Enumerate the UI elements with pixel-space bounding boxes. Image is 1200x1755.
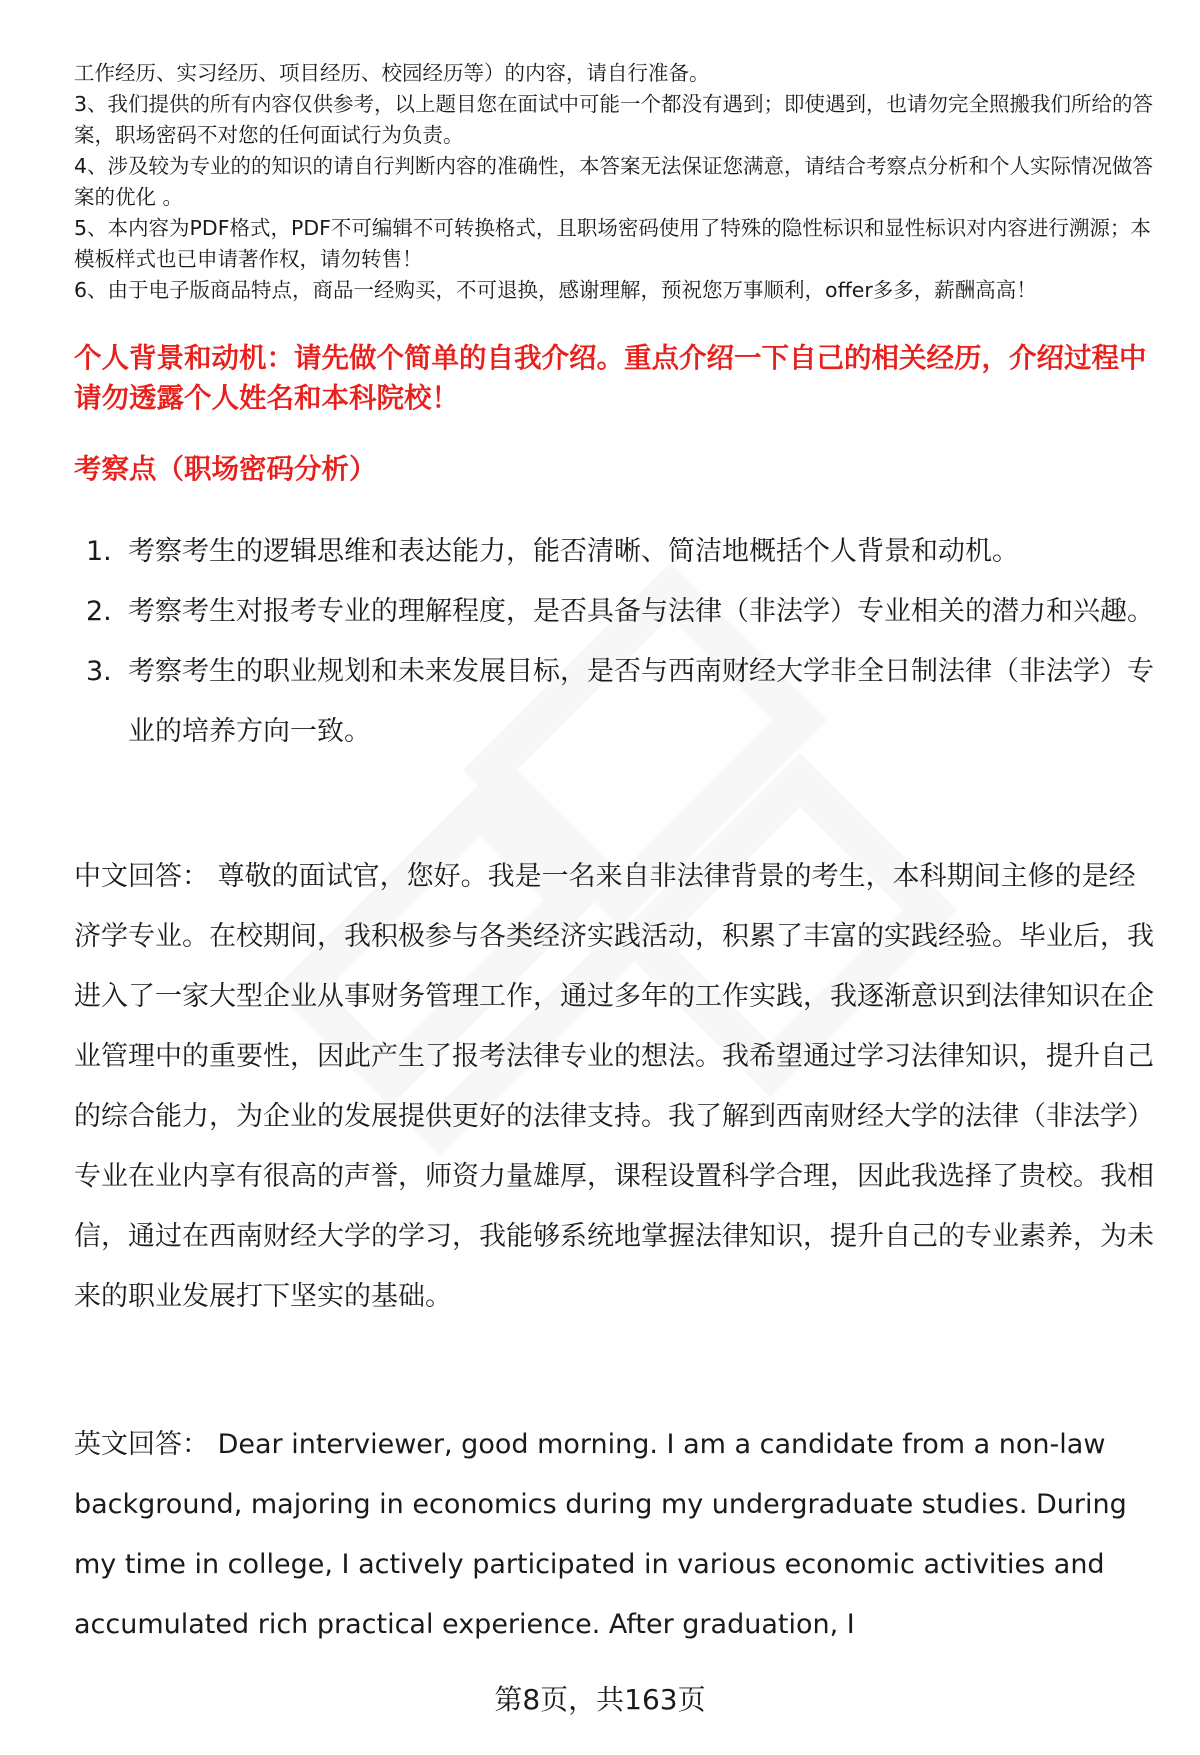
list-number: 1. xyxy=(86,536,112,567)
note-line: 4、涉及较为专业的的知识的请自行判断内容的准确性，本答案无法保证您满意，请结合考察点分析和个人实际情况做答案的优化 。 xyxy=(74,154,1154,209)
interview-question: 个人背景和动机：请先做个简单的自我介绍。重点介绍一下自己的相关经历，介绍过程中请勿透露个人姓名和本科院校！ xyxy=(74,342,1147,414)
note-line: 6、由于电子版商品特点，商品一经购买，不可退换，感谢理解，预祝您万事顺利，offer多多，薪酬高高！ xyxy=(74,278,1037,302)
analysis-list xyxy=(74,522,1154,762)
chinese-answer: 中文回答： 尊敬的面试官，您好。我是一名来自非法律背景的考生，本科期间主修的是经济学专业。在校期间，我积极参与各类经济实践活动，积累了丰富的实践经验。毕业后，我进入了一家大型企业从事财务管理工作，通过多年的工作实践，我逐渐意识到法律知识在企业管理中的重要性，因此产生了报考法律专业的想法。我希望通过学习法律知识，提升自己的综合能力，为企业的发展提供更好的法律支持。我了解到西南财经大学的法律（非法学）专业在业内享有很高的声誉，师资力量雄厚，课程设置科学合理，因此我选择了贵校。我相信，通过在西南财经大学的学习，我能够系统地掌握法律知识，提升自己的专业素养，为未来的职业发展打下坚实的基础。 xyxy=(74,861,1154,1312)
list-text: 考察考生的逻辑思维和表达能力，能否清晰、简洁地概括个人背景和动机。 xyxy=(128,536,1019,567)
list-text: 考察考生的职业规划和未来发展目标，是否与西南财经大学非全日制法律（非法学）专业的培养方向一致。 xyxy=(128,656,1154,747)
list-item xyxy=(74,582,1154,642)
list-text: 考察考生对报考专业的理解程度，是否具备与法律（非法学）专业相关的潜力和兴趣。 xyxy=(128,596,1154,627)
note-line: 工作经历、实习经历、项目经历、校园经历等）的内容，请自行准备。 xyxy=(74,61,710,85)
disclaimer-notes xyxy=(74,58,1164,306)
analysis-title: 考察点（职场密码分析） xyxy=(74,453,377,485)
list-item xyxy=(74,642,1154,762)
english-answer: 英文回答： Dear interviewer, good morning. I am a candidate from a non-law background, majoring in economics during my undergraduate studies. During my time in college, I actively participated in various economic activities and accumulated rich practical experience. After graduation, I xyxy=(74,1429,1127,1640)
list-number: 2. xyxy=(86,596,112,627)
page-number: 第8页，共163页 xyxy=(494,1683,706,1716)
note-line: 3、我们提供的所有内容仅供参考，以上题目您在面试中可能一个都没有遇到；即使遇到，也请勿完全照搬我们所给的答案，职场密码不对您的任何面试行为负责。 xyxy=(74,92,1154,147)
list-number: 3. xyxy=(86,656,112,687)
list-item xyxy=(74,522,1154,582)
note-line: 5、本内容为PDF格式，PDF不可编辑不可转换格式，且职场密码使用了特殊的隐性标识和显性标识对内容进行溯源；本模板样式也已申请著作权，请勿转售！ xyxy=(74,216,1151,271)
